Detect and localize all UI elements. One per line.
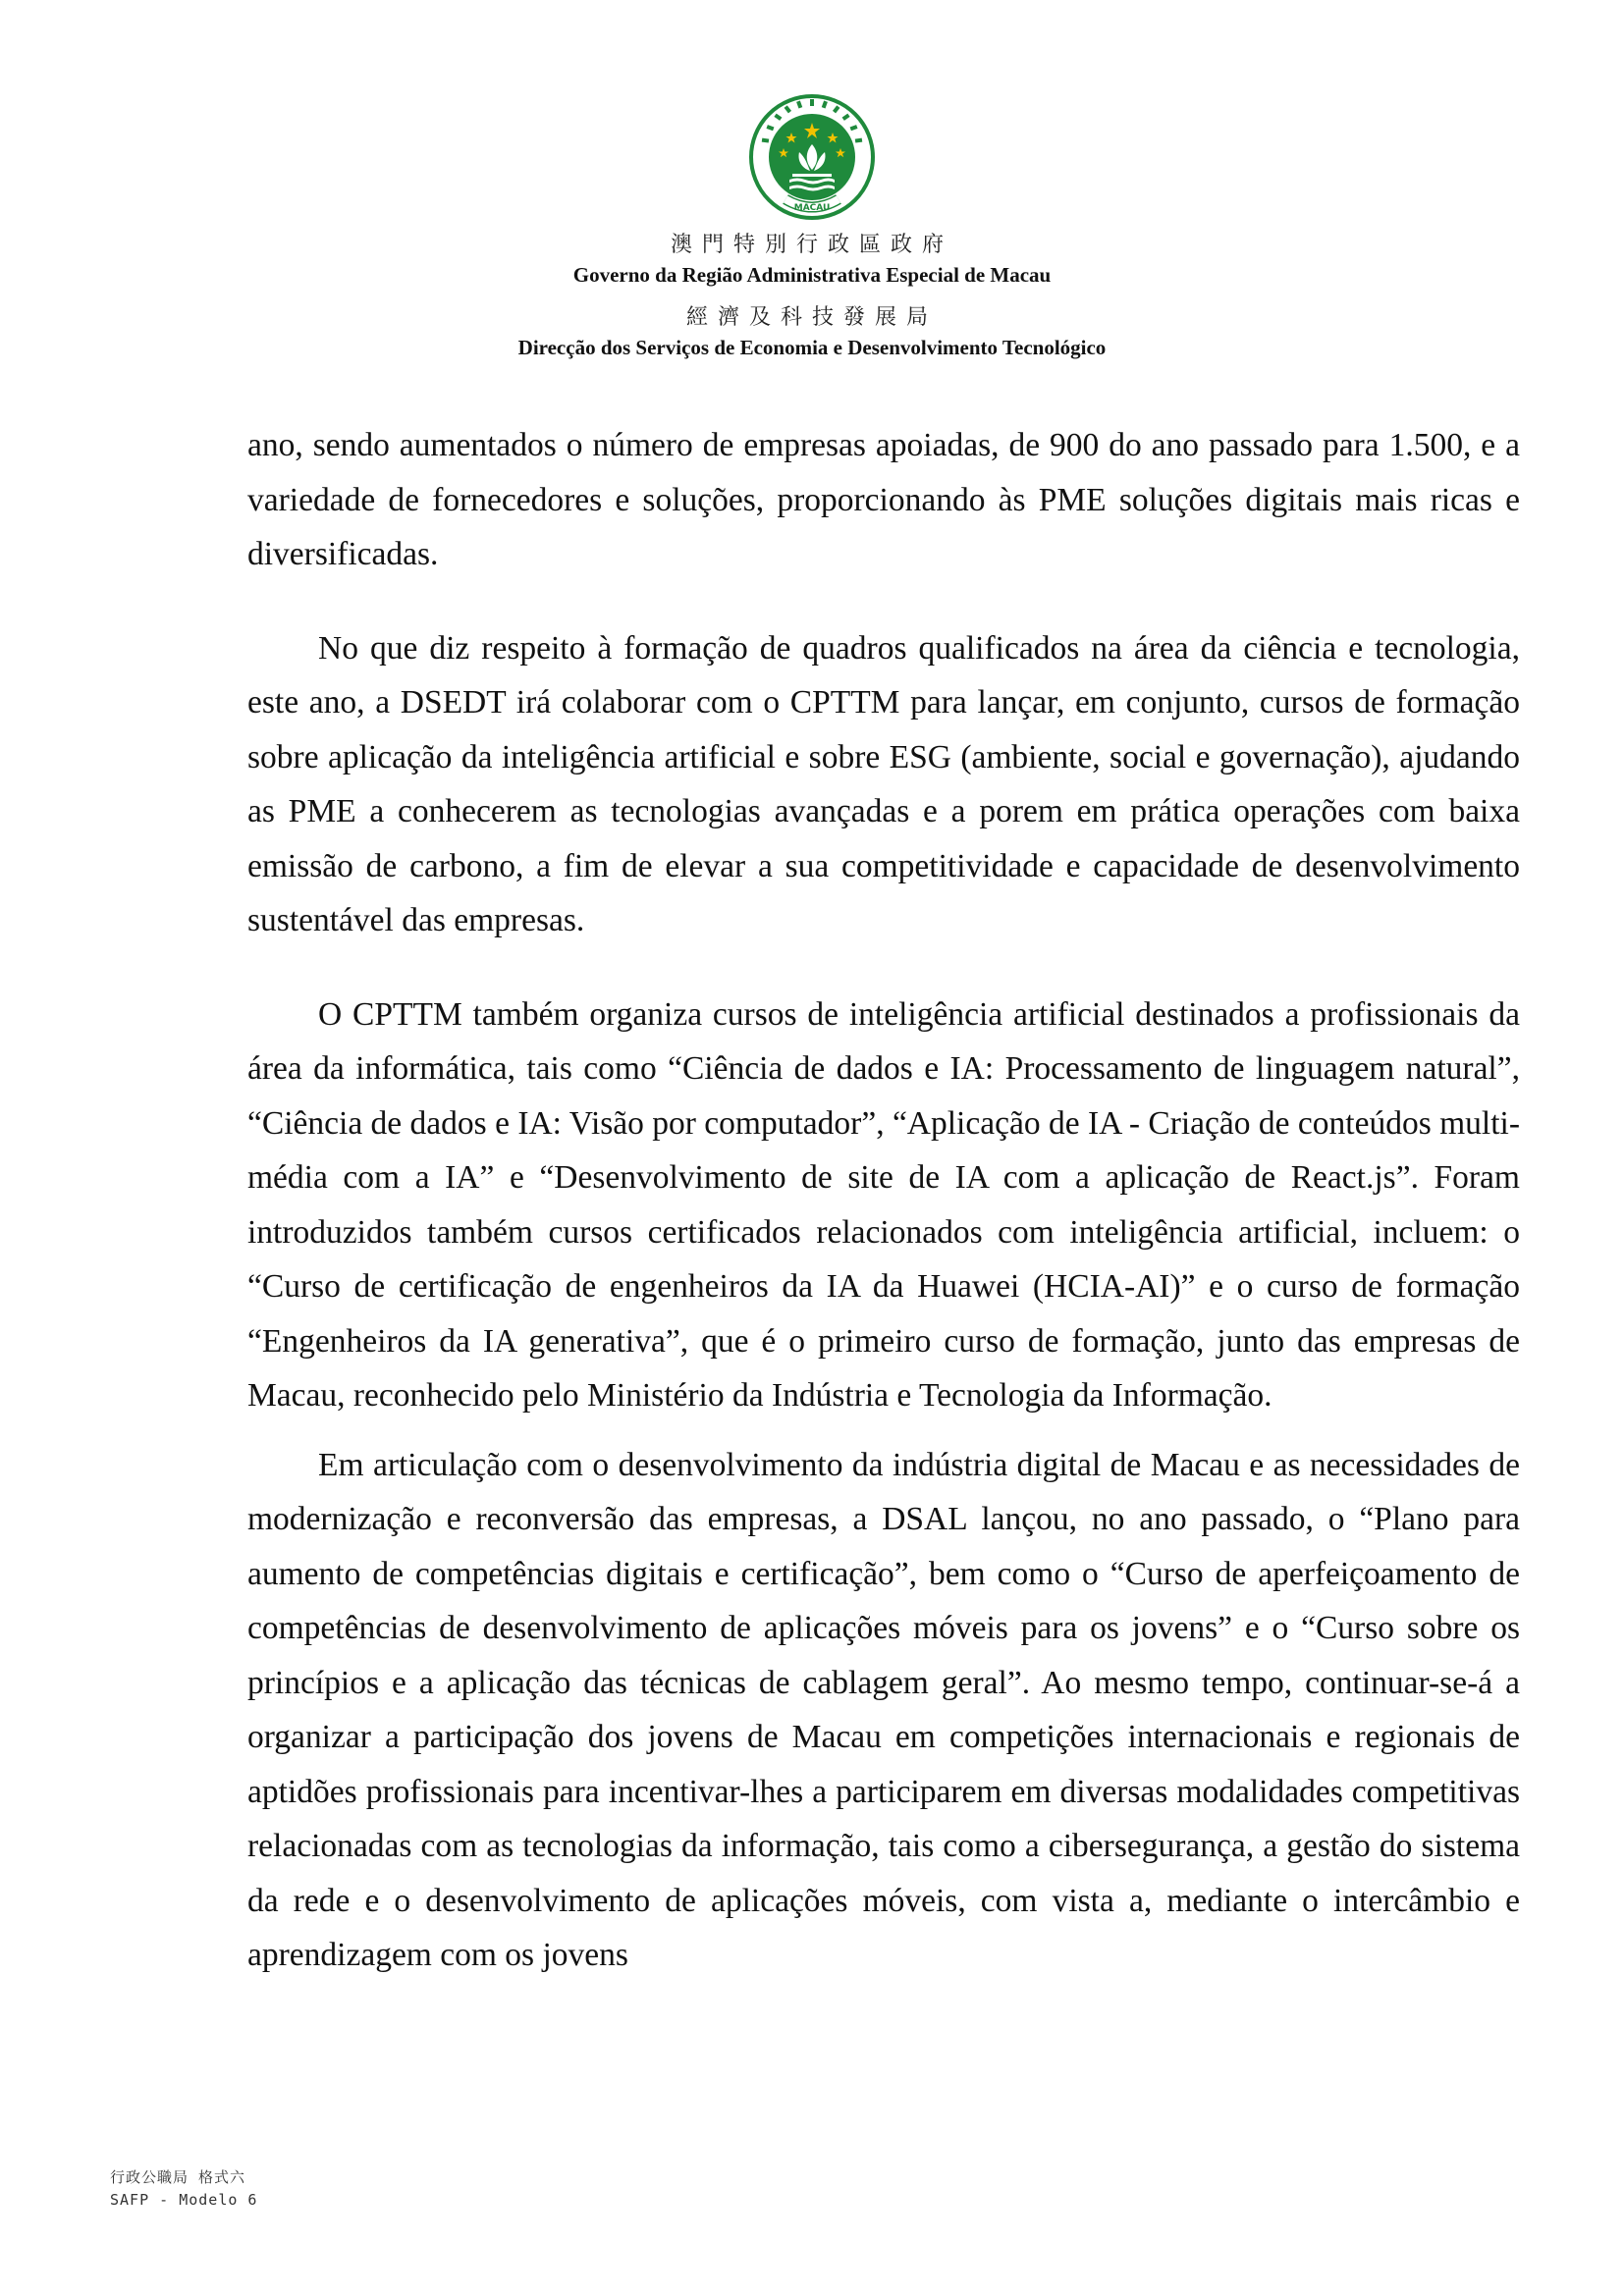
document-body <box>247 418 1520 1983</box>
dept-name-portuguese: Direcção dos Serviços de Economia e Desenvolvimento Tecnológico <box>517 336 1107 359</box>
org-name-chinese: 澳門特別行政區政府 <box>670 233 953 257</box>
dept-name-chinese: 經濟及科技發展局 <box>685 305 938 330</box>
paragraph: O CPTTM também organiza cursos de inteligência artificial destinados a profissionais da área da informática, tais como “Ciência de dados e IA: Processamento de linguagem natural”, “Ciência de dados e IA: Visão por computador”, “Aplicação de IA - Criação de conteúdos multi-média com a IA” e “Desenvolvimento de site de IA com a aplicação de React.js”. Foram introduzidos também cursos certificados relacionados com inteligência artificial, incluem: o “Curso de certificação de engenheiros da IA da Huawei (HCIA-AI)” e o curso de formação “Engenheiros da IA generativa”, que é o primeiro curso de formação, junto das empresas de Macau, reconhecido pelo Ministério da Indústria e Tecnologia da Informação. <box>247 995 1520 1414</box>
footer-form-code-chinese: 行政公職局 格式六 <box>110 2168 246 2186</box>
macau-emblem-icon <box>748 93 876 221</box>
footer-form-code: SAFP - Modelo 6 <box>110 2191 258 2209</box>
paragraph: Em articulação com o desenvolvimento da indústria digital de Macau e as necessidades de modernização e reconversão das empresas, a DSAL lançou, no ano passado, o “Plano para aumento de competências digitais e certificação”, bem como o “Curso de aperfeiçoamento de competências de desenvolvimento de aplicações móveis para os jovens” e o “Curso sobre os princípios e a aplicação das técnicas de cablagem geral”. Ao mesmo tempo, continuar-se-á a organizar a participação dos jovens de Macau em competições internacionais e regionais de aptidões profissionais para incentivar-lhes a participarem em diversas modalidades competitivas relacionadas com as tecnologias da informação, tais como a cibersegurança, a gestão do sistema da rede e o desenvolvimento de aplicações móveis, com vista a, mediante o intercâmbio e aprendizagem com os jovens <box>247 1446 1520 1973</box>
paragraph: ano, sendo aumentados o número de empresas apoiadas, de 900 do ano passado para 1.500, e a variedade de fornecedores e soluções, proporcionando às PME soluções digitais mais ricas e diversificadas. <box>247 427 1520 572</box>
paragraph: No que diz respeito à formação de quadros qualificados na área da ciência e tecnologia, este ano, a DSEDT irá colaborar com o CPTTM para lançar, em conjunto, cursos de formação sobre aplicação da inteligência artificial e sobre ESG (ambiente, social e governação), ajudando as PME a conhecerem as tecnologias avançadas e a porem em prática operações com baixa emissão de carbono, a fim de elevar a sua competitividade e capacidade de desenvolvimento sustentável das empresas. <box>247 629 1520 938</box>
org-name-portuguese: Governo da Região Administrativa Especial de Macau <box>572 263 1052 287</box>
svg-text:MACAU: MACAU <box>793 203 831 213</box>
letterhead <box>0 93 1624 362</box>
form-footer <box>110 2166 257 2212</box>
